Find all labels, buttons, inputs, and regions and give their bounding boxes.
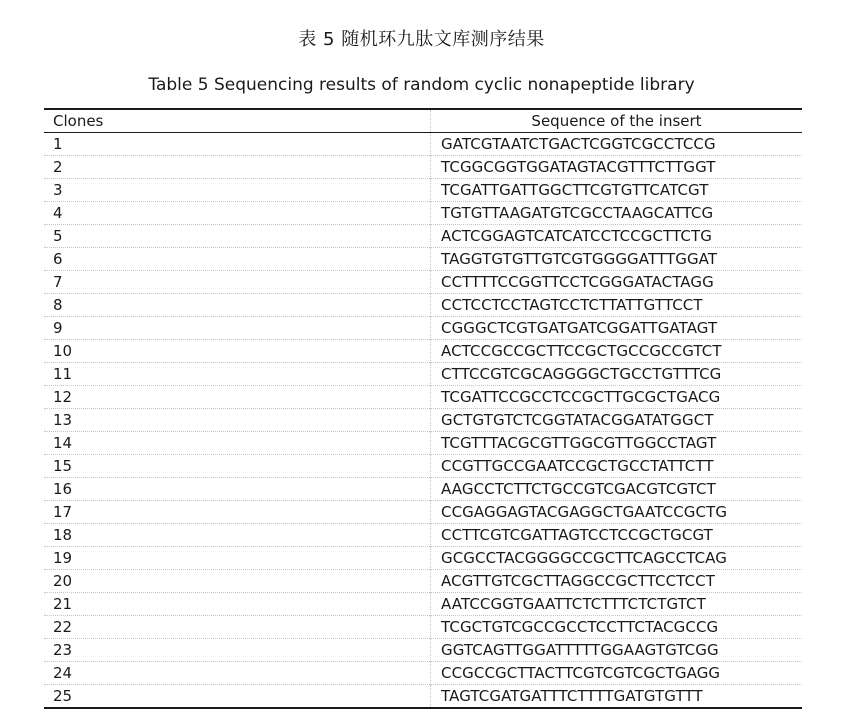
table-row (44, 432, 802, 455)
clone-number-cell: 13 (44, 409, 431, 432)
table-row (44, 570, 802, 593)
table-row (44, 639, 802, 662)
table-row (44, 179, 802, 202)
insert-sequence-cell: CCGAGGAGTACGAGGCTGAATCCGCTG (431, 501, 803, 524)
clone-number-cell: 21 (44, 593, 431, 616)
insert-sequence-cell: TCGATTCCGCCTCCGCTTGCGCTGACG (431, 386, 803, 409)
insert-sequence-cell: TCGGCGGTGGATAGTACGTTTCTTGGT (431, 156, 803, 179)
clone-number-cell: 16 (44, 478, 431, 501)
table-row (44, 156, 802, 179)
insert-sequence-cell: CGGGCTCGTGATGATCGGATTGATAGT (431, 317, 803, 340)
clone-number-cell: 24 (44, 662, 431, 685)
insert-sequence-cell: GCGCCTACGGGGCCGCTTCAGCCTCAG (431, 547, 803, 570)
table-body (44, 133, 802, 709)
table-row (44, 501, 802, 524)
insert-sequence-cell: ACGTTGTCGCTTAGGCCGCTTCCTCCT (431, 570, 803, 593)
insert-sequence-cell: TCGCTGTCGCCGCCTCCTTCTACGCCG (431, 616, 803, 639)
insert-sequence-cell: AAGCCTCTTCTGCCGTCGACGTCGTCT (431, 478, 803, 501)
table-row (44, 248, 802, 271)
table-row (44, 478, 802, 501)
column-header-sequence: Sequence of the insert (531, 111, 702, 130)
insert-sequence-cell: ACTCCGCCGCTTCCGCTGCCGCCGTCT (431, 340, 803, 363)
header-row (44, 109, 802, 133)
clone-number-cell: 17 (44, 501, 431, 524)
insert-sequence-cell: TCGTTTACGCGTTGGCGTTGGCCTAGT (431, 432, 803, 455)
clone-number-cell: 15 (44, 455, 431, 478)
insert-sequence-cell: GCTGTGTCTCGGTATACGGATATGGCT (431, 409, 803, 432)
insert-sequence-cell: AATCCGGTGAATTCTCTTTCTCTGTCT (431, 593, 803, 616)
table-row (44, 455, 802, 478)
table-row (44, 340, 802, 363)
table-row (44, 294, 802, 317)
insert-sequence-cell: TAGGTGTGTTGTCGTGGGGATTTGGAT (431, 248, 803, 271)
table-row (44, 409, 802, 432)
clone-number-cell: 12 (44, 386, 431, 409)
table-row (44, 202, 802, 225)
insert-sequence-cell: CCGTTGCCGAATCCGCTGCCTATTCTT (431, 455, 803, 478)
clone-number-cell: 5 (44, 225, 431, 248)
clone-number-cell: 3 (44, 179, 431, 202)
insert-sequence-cell: CTTCCGTCGCAGGGGCTGCCTGTTTCG (431, 363, 803, 386)
table-row (44, 524, 802, 547)
insert-sequence-cell: TCGATTGATTGGCTTCGTGTTCATCGT (431, 179, 803, 202)
clone-number-cell: 6 (44, 248, 431, 271)
sequencing-results-table (44, 108, 802, 709)
table-row (44, 317, 802, 340)
table-row (44, 386, 802, 409)
clone-number-cell: 2 (44, 156, 431, 179)
clone-number-cell: 1 (44, 133, 431, 156)
insert-sequence-cell: CCTCCTCCTAGTCCTCTTATTGTTCCT (431, 294, 803, 317)
table-row (44, 547, 802, 570)
table-row (44, 363, 802, 386)
table-row (44, 685, 802, 709)
clone-number-cell: 25 (44, 685, 431, 709)
table-row (44, 271, 802, 294)
insert-sequence-cell: CCTTCGTCGATTAGTCCTCCGCTGCGT (431, 524, 803, 547)
table-title-english: Table 5 Sequencing results of random cyclic nonapeptide library (148, 75, 695, 95)
clone-number-cell: 18 (44, 524, 431, 547)
clone-number-cell: 4 (44, 202, 431, 225)
insert-sequence-cell: CCGCCGCTTACTTCGTCGTCGCTGAGG (431, 662, 803, 685)
table-row (44, 616, 802, 639)
clone-number-cell: 9 (44, 317, 431, 340)
clone-number-cell: 8 (44, 294, 431, 317)
insert-sequence-cell: TAGTCGATGATTTCTTTTGATGTGTTT (431, 685, 803, 709)
table-row (44, 133, 802, 156)
insert-sequence-cell: CCTTTTCCGGTTCCTCGGGATACTAGG (431, 271, 803, 294)
clone-number-cell: 23 (44, 639, 431, 662)
table-row (44, 593, 802, 616)
clone-number-cell: 7 (44, 271, 431, 294)
clone-number-cell: 11 (44, 363, 431, 386)
clone-number-cell: 19 (44, 547, 431, 570)
insert-sequence-cell: GGTCAGTTGGATTTTTGGAAGTGTCGG (431, 639, 803, 662)
column-header-clones: Clones (44, 109, 431, 133)
clone-number-cell: 10 (44, 340, 431, 363)
table-row (44, 225, 802, 248)
insert-sequence-cell: TGTGTTAAGATGTCGCCTAAGCATTCG (431, 202, 803, 225)
table-row (44, 662, 802, 685)
clone-number-cell: 14 (44, 432, 431, 455)
clone-number-cell: 20 (44, 570, 431, 593)
clone-number-cell: 22 (44, 616, 431, 639)
insert-sequence-cell: ACTCGGAGTCATCATCCTCCGCTTCTG (431, 225, 803, 248)
table-header (44, 109, 802, 133)
insert-sequence-cell: GATCGTAATCTGACTCGGTCGCCTCCG (441, 134, 716, 153)
table-title-chinese: 表 5 随机环九肽文库测序结果 (298, 29, 545, 50)
sequencing-results-table-container (44, 108, 802, 709)
